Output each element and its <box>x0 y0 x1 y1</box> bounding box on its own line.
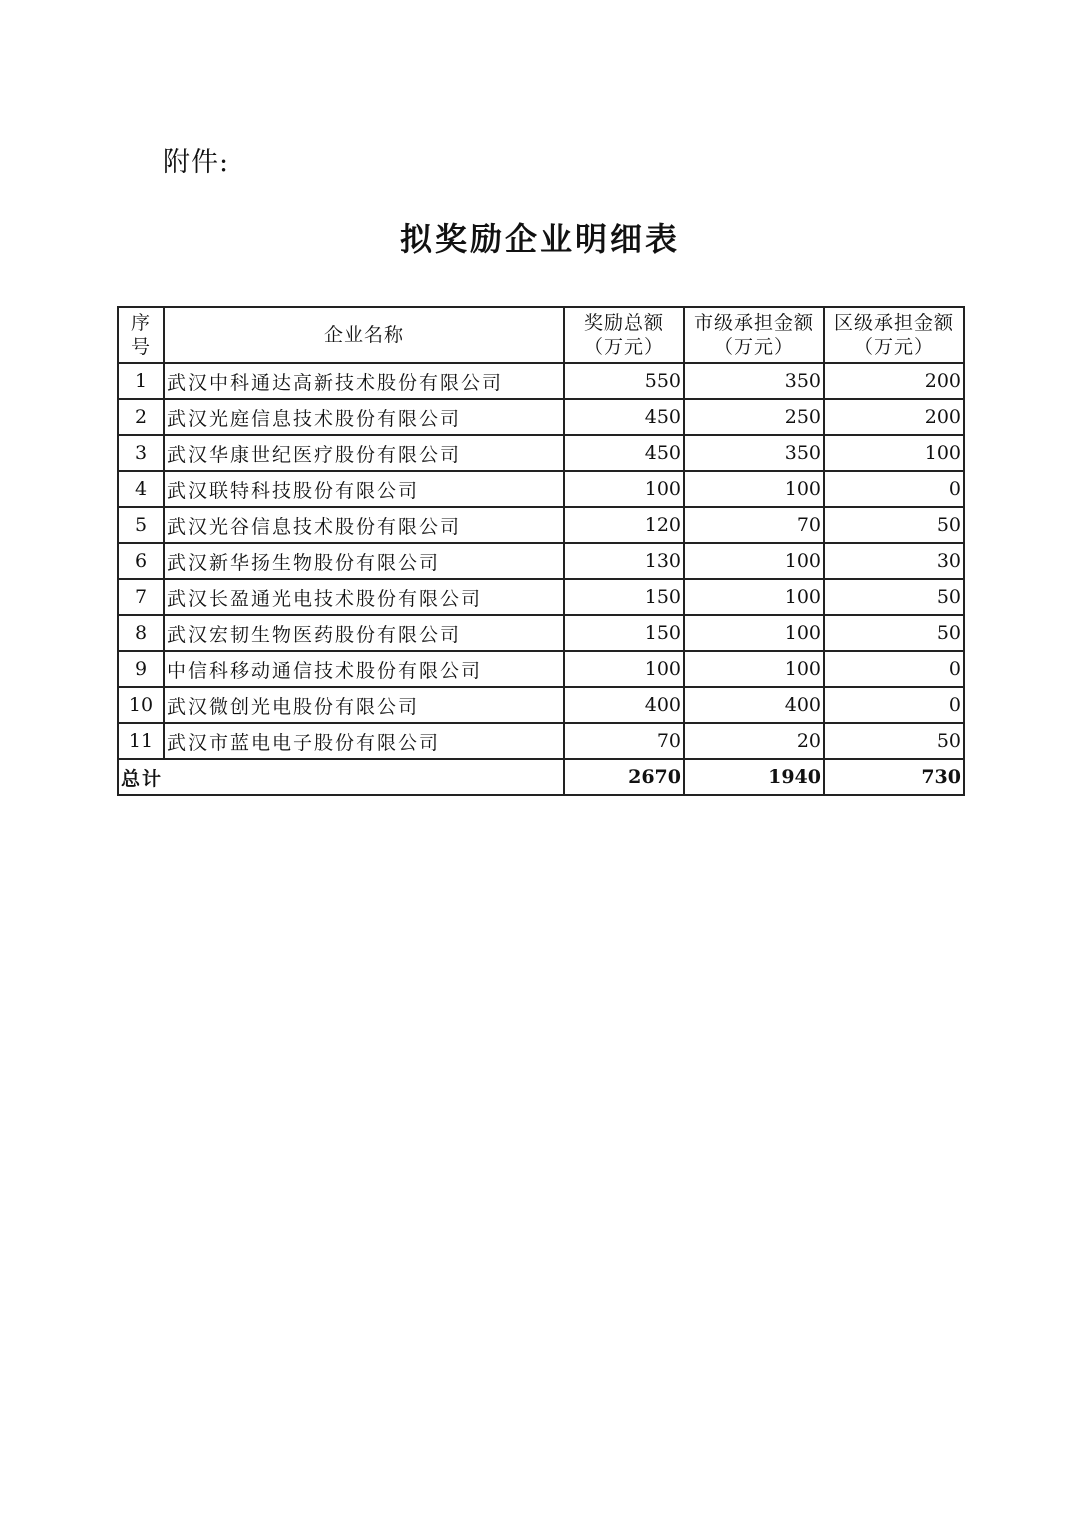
company-name: 武汉华康世纪医疗股份有限公司 <box>164 435 564 471</box>
table-row <box>118 651 964 687</box>
total-award: 70 <box>564 723 684 759</box>
city-amount: 100 <box>684 471 824 507</box>
company-name: 武汉新华扬生物股份有限公司 <box>164 543 564 579</box>
row-index: 8 <box>118 615 164 651</box>
header-district-amount-unit: （万元） <box>853 336 934 358</box>
header-city-amount <box>684 307 824 363</box>
header-total-award-line1: 奖励总额 <box>583 312 664 334</box>
district-amount: 0 <box>824 687 964 723</box>
city-amount: 400 <box>684 687 824 723</box>
company-name: 武汉联特科技股份有限公司 <box>164 471 564 507</box>
city-amount: 70 <box>684 507 824 543</box>
city-amount: 350 <box>684 435 824 471</box>
table-row <box>118 399 964 435</box>
total-award: 100 <box>564 471 684 507</box>
total-award: 150 <box>564 615 684 651</box>
district-amount: 0 <box>824 651 964 687</box>
table-row <box>118 543 964 579</box>
header-total-award <box>564 307 684 363</box>
table-row <box>118 471 964 507</box>
header-company-name: 企业名称 <box>164 307 564 363</box>
company-name: 武汉微创光电股份有限公司 <box>164 687 564 723</box>
company-name: 武汉中科通达高新技术股份有限公司 <box>164 363 564 399</box>
table-row <box>118 435 964 471</box>
district-amount: 200 <box>824 399 964 435</box>
table-row <box>118 579 964 615</box>
row-index: 3 <box>118 435 164 471</box>
total-award: 450 <box>564 399 684 435</box>
district-amount: 50 <box>824 723 964 759</box>
city-amount: 350 <box>684 363 824 399</box>
district-amount: 0 <box>824 471 964 507</box>
total-row <box>118 759 964 795</box>
row-index: 1 <box>118 363 164 399</box>
city-amount: 250 <box>684 399 824 435</box>
district-amount-sum: 730 <box>824 759 964 795</box>
row-index: 4 <box>118 471 164 507</box>
page-title: 拟奖励企业明细表 <box>399 220 680 258</box>
city-amount: 100 <box>684 651 824 687</box>
row-index: 5 <box>118 507 164 543</box>
table-row <box>118 615 964 651</box>
table-header-row <box>118 307 964 363</box>
row-index: 2 <box>118 399 164 435</box>
district-amount: 100 <box>824 435 964 471</box>
company-name: 武汉宏韧生物医药股份有限公司 <box>164 615 564 651</box>
award-table <box>117 306 965 796</box>
city-amount: 100 <box>684 579 824 615</box>
header-total-award-unit: （万元） <box>583 336 664 358</box>
city-amount-sum: 1940 <box>684 759 824 795</box>
total-award: 130 <box>564 543 684 579</box>
table-row <box>118 363 964 399</box>
city-amount: 100 <box>684 543 824 579</box>
city-amount: 20 <box>684 723 824 759</box>
row-index: 7 <box>118 579 164 615</box>
header-city-amount-line1: 市级承担金额 <box>693 312 814 334</box>
company-name: 武汉长盈通光电技术股份有限公司 <box>164 579 564 615</box>
district-amount: 50 <box>824 507 964 543</box>
total-award: 150 <box>564 579 684 615</box>
total-award-sum: 2670 <box>564 759 684 795</box>
total-award: 450 <box>564 435 684 471</box>
header-index-line2: 号 <box>130 336 151 358</box>
row-index: 11 <box>118 723 164 759</box>
district-amount: 50 <box>824 579 964 615</box>
company-name: 武汉光谷信息技术股份有限公司 <box>164 507 564 543</box>
total-award: 400 <box>564 687 684 723</box>
header-index-line1: 序 <box>130 312 151 334</box>
row-index: 10 <box>118 687 164 723</box>
row-index: 6 <box>118 543 164 579</box>
total-label: 总计 <box>118 759 564 795</box>
company-name: 中信科移动通信技术股份有限公司 <box>164 651 564 687</box>
city-amount: 100 <box>684 615 824 651</box>
table-row <box>118 507 964 543</box>
total-award: 100 <box>564 651 684 687</box>
district-amount: 200 <box>824 363 964 399</box>
total-award: 550 <box>564 363 684 399</box>
row-index: 9 <box>118 651 164 687</box>
table-row <box>118 687 964 723</box>
total-award: 120 <box>564 507 684 543</box>
district-amount: 30 <box>824 543 964 579</box>
company-name: 武汉光庭信息技术股份有限公司 <box>164 399 564 435</box>
attachment-label: 附件: <box>163 147 230 178</box>
header-district-amount <box>824 307 964 363</box>
header-district-amount-line1: 区级承担金额 <box>833 312 954 334</box>
company-name: 武汉市蓝电电子股份有限公司 <box>164 723 564 759</box>
header-index <box>118 307 164 363</box>
table-row <box>118 723 964 759</box>
district-amount: 50 <box>824 615 964 651</box>
header-city-amount-unit: （万元） <box>713 336 794 358</box>
